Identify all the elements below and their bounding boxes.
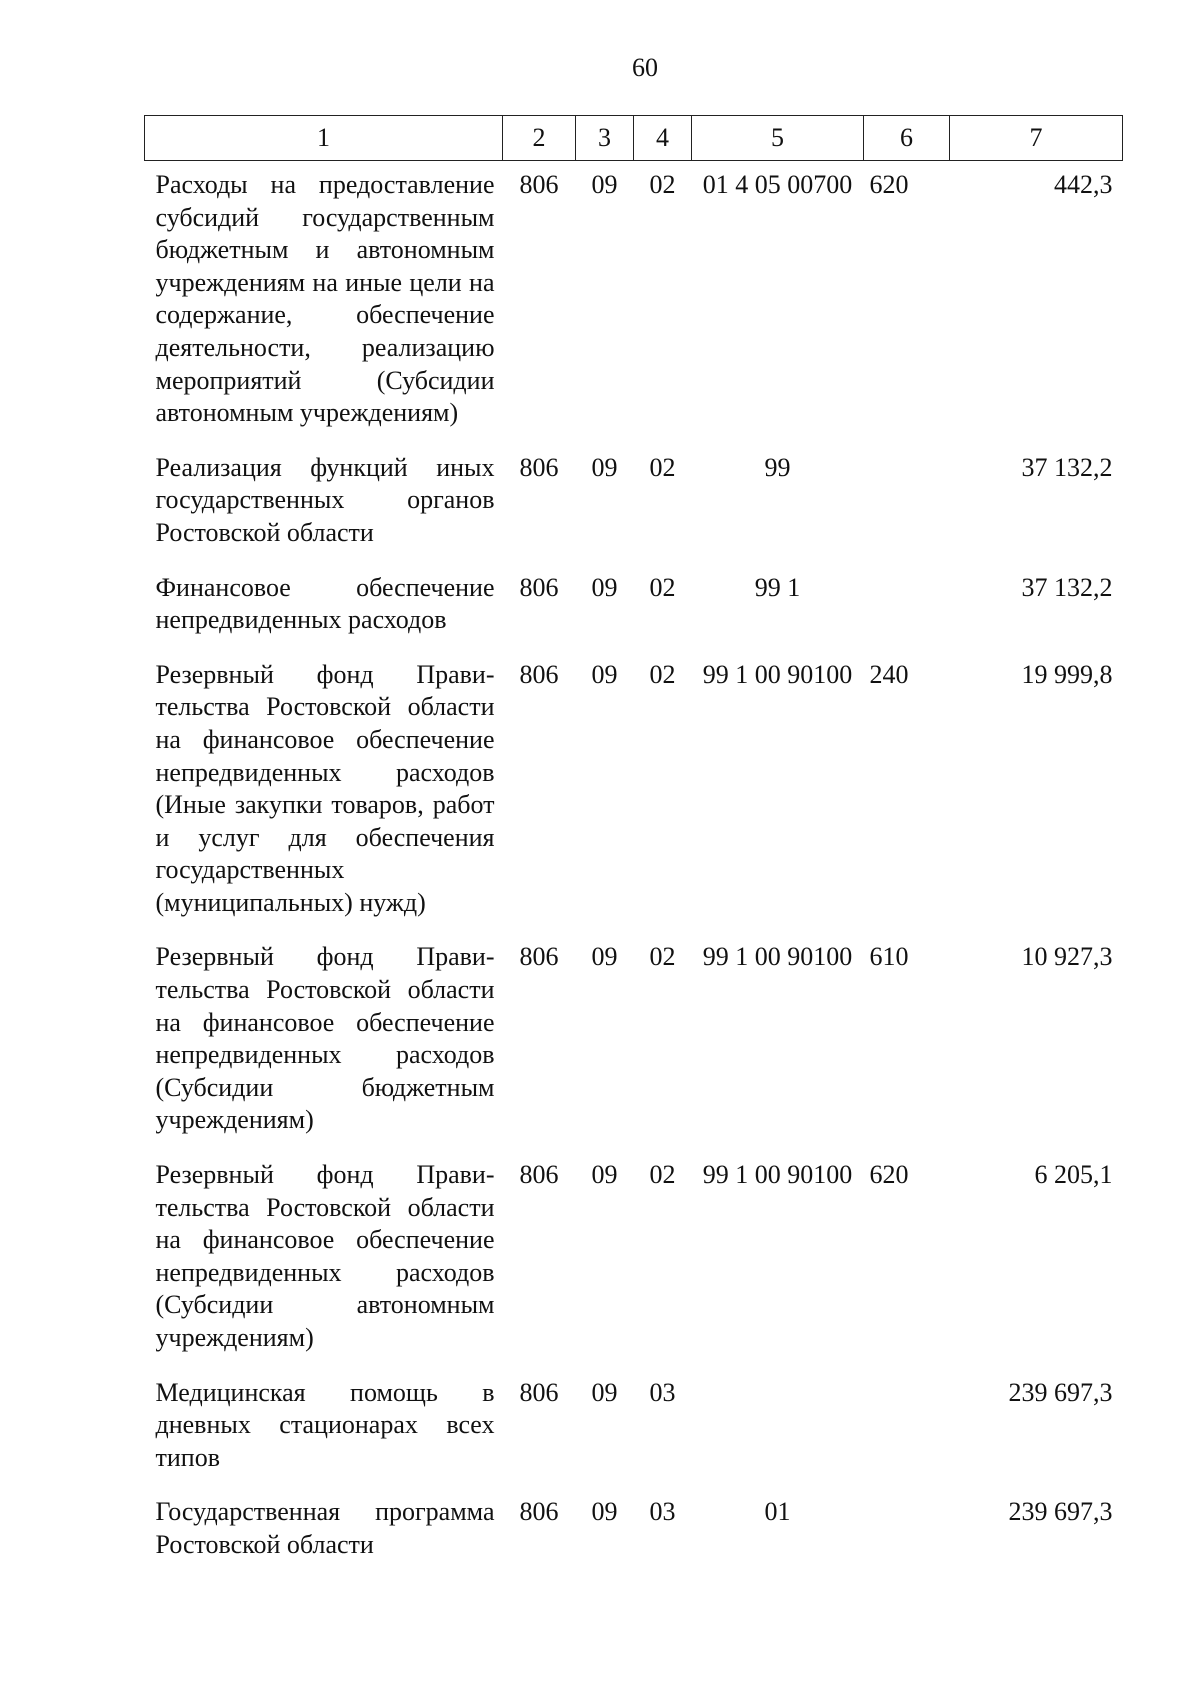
table-row bbox=[145, 1486, 1123, 1573]
section-code: 09 bbox=[591, 170, 618, 199]
table-header bbox=[145, 116, 1123, 161]
amount: 37 132,2 bbox=[1021, 452, 1113, 482]
subsection-code: 03 bbox=[649, 1377, 676, 1407]
expense-type-code: 240 bbox=[869, 659, 909, 689]
subsection-code: 02 bbox=[649, 572, 676, 602]
section-code: 09 bbox=[591, 1160, 618, 1190]
target-article-code: 01 bbox=[764, 1497, 791, 1527]
target-article-code: 99 1 bbox=[754, 572, 801, 602]
column-header-1: 1 bbox=[145, 116, 503, 161]
amount: 37 132,2 bbox=[1021, 572, 1113, 602]
amount: 6 205,1 bbox=[1034, 1160, 1113, 1190]
table-row bbox=[145, 1367, 1123, 1487]
expense-type-code bbox=[864, 562, 950, 649]
header-row bbox=[145, 116, 1123, 161]
expense-name: Резервный фонд Правительства Ростовской области на финансовое обеспечение непредвиденных расходов (Субсидии автономным учреждениям) bbox=[155, 1160, 495, 1352]
expense-type-code bbox=[864, 442, 950, 562]
expense-type-code: 620 bbox=[869, 170, 909, 199]
table-body bbox=[145, 161, 1123, 1574]
expense-type-code: 620 bbox=[869, 1160, 909, 1190]
expense-name: Резервный фонд Правительства Ростовской области на финансовое обеспечение непредвиденных расходов (Субсидии бюджетным учреждениям) bbox=[155, 942, 495, 1135]
expense-name: Финансовое обеспечение непредвиденных расходов bbox=[155, 572, 495, 635]
table-row bbox=[145, 562, 1123, 649]
ministry-code: 806 bbox=[519, 942, 559, 972]
amount: 239 697,3 bbox=[1008, 1377, 1113, 1407]
column-header-7: 7 bbox=[950, 116, 1123, 161]
column-header-5: 5 bbox=[692, 116, 864, 161]
table-row bbox=[145, 161, 1123, 442]
ministry-code: 806 bbox=[519, 659, 559, 689]
page-number: 60 bbox=[632, 53, 658, 82]
ministry-code: 806 bbox=[519, 1377, 559, 1407]
amount: 10 927,3 bbox=[1021, 942, 1113, 972]
column-header-6: 6 bbox=[864, 116, 950, 161]
subsection-code: 03 bbox=[649, 1497, 676, 1527]
budget-table bbox=[144, 115, 1123, 1574]
target-article-code bbox=[692, 1367, 864, 1487]
expense-name: Государственная программа Ростовской области bbox=[155, 1497, 495, 1559]
subsection-code: 02 bbox=[649, 170, 676, 199]
section-code: 09 bbox=[591, 1377, 618, 1407]
section-code: 09 bbox=[591, 572, 618, 602]
table-row bbox=[145, 931, 1123, 1149]
column-header-2: 2 bbox=[503, 116, 576, 161]
section-code: 09 bbox=[591, 1497, 618, 1527]
ministry-code: 806 bbox=[519, 1160, 559, 1190]
expense-name: Реализация функций иных государственных органов Ростовской области bbox=[155, 452, 495, 547]
column-header-4: 4 bbox=[634, 116, 692, 161]
table-row bbox=[145, 442, 1123, 562]
target-article-code: 99 1 00 90100 bbox=[702, 1160, 853, 1190]
subsection-code: 02 bbox=[649, 942, 676, 972]
section-code: 09 bbox=[591, 942, 618, 972]
ministry-code: 806 bbox=[519, 1497, 559, 1527]
table-row bbox=[145, 1149, 1123, 1367]
ministry-code: 806 bbox=[519, 170, 559, 199]
target-article-code: 99 bbox=[764, 452, 791, 482]
expense-type-code bbox=[864, 1486, 950, 1573]
table-row bbox=[145, 649, 1123, 932]
amount: 19 999,8 bbox=[1021, 659, 1113, 689]
expense-name: Расходы на предоставление субсидий государственным бюджетным и автономным учреждениям на иные цели на содержание, обеспечение деятельности, реализацию мероприятий (Субсидии автономным учреждениям) bbox=[155, 170, 495, 428]
target-article-code: 99 1 00 90100 bbox=[702, 659, 853, 689]
ministry-code: 806 bbox=[519, 452, 559, 482]
target-article-code: 99 1 00 90100 bbox=[702, 942, 853, 972]
ministry-code: 806 bbox=[519, 572, 559, 602]
expense-name: Резервный фонд Правительства Ростовской области на финансовое обеспечение непредвиденных расходов (Иные закупки товаров, работ и услуг для обеспечения государственных (муниципальных) нужд) bbox=[155, 659, 495, 917]
subsection-code: 02 bbox=[649, 659, 676, 689]
subsection-code: 02 bbox=[649, 452, 676, 482]
amount: 442,3 bbox=[1054, 170, 1113, 199]
column-header-3: 3 bbox=[576, 116, 634, 161]
section-code: 09 bbox=[591, 659, 618, 689]
section-code: 09 bbox=[591, 452, 618, 482]
expense-name: Медицинская помощь в дневных стационарах всех типов bbox=[155, 1377, 495, 1472]
target-article-code: 01 4 05 00700 bbox=[702, 170, 853, 199]
expense-type-code bbox=[864, 1367, 950, 1487]
expense-type-code: 610 bbox=[869, 942, 909, 972]
amount: 239 697,3 bbox=[1008, 1497, 1113, 1527]
subsection-code: 02 bbox=[649, 1160, 676, 1190]
